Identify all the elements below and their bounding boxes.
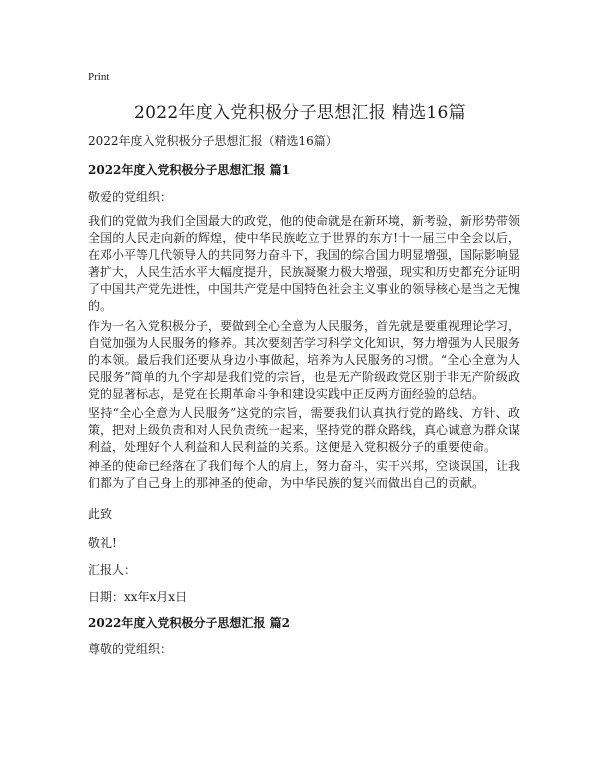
paragraph-2: 作为一名入党积极分子，要做到全心全意为人民服务，首先就是要重视理论学习，自觉加强为人民服务的修养。其次要刻苦学习科学文化知识，努力增强为人民服务的本领。最后我们还要从身边小事做起，培养为人民服务的习惯。“全心全意为人民服务”简单的九个字却是我们党的宗旨，也是无产阶级政党区别于非无产阶级政党的显著标志，是党在长期革命斗争和建设实践中正反两方面经验的总结。	[88, 319, 521, 401]
print-label: Print	[88, 71, 110, 83]
salutation-2: 尊敬的党组织：	[88, 642, 173, 656]
respect-line: 敬礼!	[88, 536, 117, 550]
reporter-line: 汇报人：	[88, 563, 137, 577]
paragraph-3: 坚持“全心全意为人民服务”这党的宗旨，需要我们认真执行党的路线、方针、政策，把对上级负责和对人民负责统一起来，坚持党的群众路线，真心诚意为群众谋利益，处理好个人利益和人民利益的关系。这便是入党积极分子的重要使命。	[88, 406, 521, 454]
paragraph-4: 神圣的使命已经落在了我们每个人的肩上，努力奋斗，实干兴邦，空谈误国，让我们都为了自己身上的那神圣的使命，为中华民族的复兴而做出自己的贡献。	[88, 459, 521, 490]
salutation-1: 敬爱的党组织：	[88, 190, 173, 204]
section-heading-2: 2022年度入党积极分子思想汇报 篇2	[88, 616, 290, 630]
document-title: 2022年度入党积极分子思想汇报 精选16篇	[134, 103, 466, 123]
closing-line: 此致	[88, 507, 113, 521]
section-heading-1: 2022年度入党积极分子思想汇报 篇1	[88, 163, 290, 177]
document-subtitle: 2022年度入党积极分子思想汇报（精选16篇）	[88, 134, 338, 148]
paragraph-1: 我们的党做为我们全国最大的政党，他的使命就是在新环境，新考验，新形势带领全国的人民走向新的辉煌，使中华民族屹立于世界的东方!十一届三中全会以后，在邓小平等几代领导人的共同努力奋斗下，我国的综合国力明显增强，国际影响显著扩大，人民生活水平大幅度提升，民族凝聚力极大增强，现实和历史都充分证明了中国共产党先进性，中国共产党是中国特色社会主义事业的领导核心是当之无愧的。	[88, 214, 521, 313]
date-line: 日期：xx年x月x日	[88, 590, 188, 604]
